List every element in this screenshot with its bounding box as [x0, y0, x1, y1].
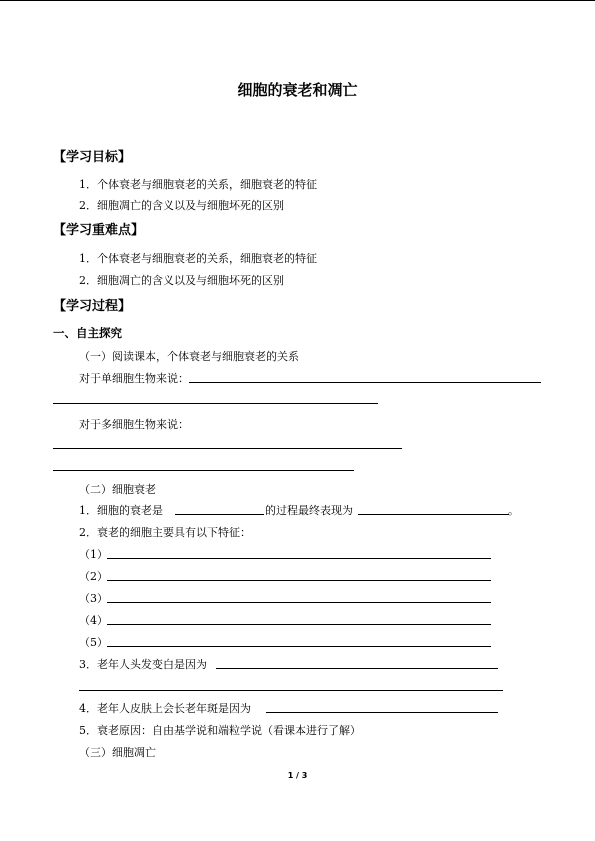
question-2: 2．衰老的细胞主要具有以下特征： — [79, 526, 251, 539]
question-1-end: 。 — [508, 504, 519, 517]
page-title: 细胞的衰老和凋亡 — [237, 81, 358, 99]
page-number: 1 / 3 — [287, 771, 308, 780]
part-heading-self-study: 一、自主探究 — [53, 326, 122, 340]
answer-blank[interactable] — [107, 624, 491, 625]
goal-item: 1．个体衰老与细胞衰老的关系，细胞衰老的特征 — [79, 178, 317, 191]
answer-blank[interactable] — [53, 403, 378, 404]
answer-blank[interactable] — [53, 470, 354, 471]
answer-blank[interactable] — [358, 514, 509, 515]
feature-label: （4） — [79, 614, 108, 627]
answer-blank[interactable] — [107, 580, 491, 581]
answer-blank[interactable] — [175, 514, 264, 515]
answer-blank[interactable] — [53, 448, 402, 449]
answer-blank[interactable] — [189, 382, 541, 383]
answer-blank[interactable] — [107, 646, 491, 647]
feature-label: （2） — [79, 570, 108, 583]
answer-blank[interactable] — [79, 690, 503, 691]
answer-blank[interactable] — [216, 668, 498, 669]
section-heading-goals: 【学习目标】 — [53, 150, 132, 165]
subsection-heading-2: （二）细胞衰老 — [79, 483, 156, 496]
question-5: 5．衰老原因：自由基学说和端粒学说（看课本进行了解） — [79, 724, 361, 737]
section-heading-process: 【学习过程】 — [53, 299, 132, 314]
answer-blank[interactable] — [266, 712, 498, 713]
goal-item: 2．细胞凋亡的含义以及与细胞坏死的区别 — [79, 199, 284, 212]
question-3: 3．老年人头发变白是因为 — [79, 658, 207, 671]
answer-blank[interactable] — [107, 602, 491, 603]
answer-blank[interactable] — [107, 558, 491, 559]
subsection-heading-1: （一）阅读课本，个体衰老与细胞衰老的关系 — [79, 350, 299, 363]
question-1-start: 1．细胞的衰老是 — [79, 504, 163, 517]
section-heading-key-points: 【学习重难点】 — [53, 223, 145, 238]
question-4: 4．老年人皮肤上会长老年斑是因为 — [79, 702, 251, 715]
key-point-item: 2．细胞凋亡的含义以及与细胞坏死的区别 — [79, 274, 284, 287]
feature-label: （3） — [79, 592, 108, 605]
page-top-border — [0, 0, 595, 1]
feature-label: （1） — [79, 548, 108, 561]
subsection-heading-3: （三）细胞凋亡 — [79, 746, 156, 759]
multi-cell-prompt: 对于多细胞生物来说： — [79, 418, 189, 431]
key-point-item: 1．个体衰老与细胞衰老的关系，细胞衰老的特征 — [79, 252, 317, 265]
feature-label: （5） — [79, 636, 108, 649]
question-1-middle: 的过程最终表现为 — [265, 504, 353, 517]
single-cell-prompt: 对于单细胞生物来说： — [79, 372, 189, 385]
